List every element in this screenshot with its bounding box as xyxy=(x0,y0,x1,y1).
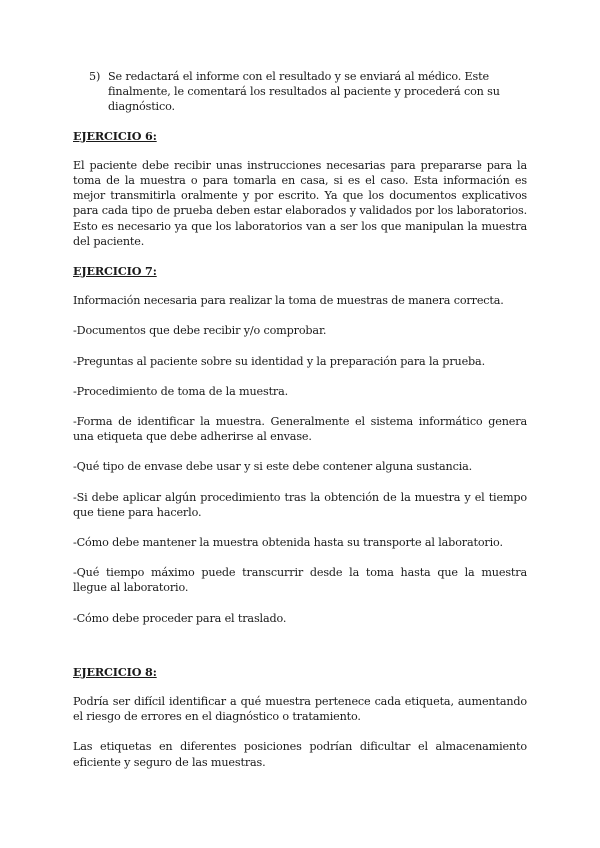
ejercicio-6-heading: EJERCICIO 6: xyxy=(73,128,157,143)
ejercicio-7-item: -Qué tiempo máximo puede transcurrir desde la toma hasta que la muestra llegue al laboratorio. xyxy=(73,566,527,595)
ejercicio-7-intro: Información necesaria para realizar la toma de muestras de manera correcta. xyxy=(73,294,504,308)
ejercicio-7-item: -Cómo debe proceder para el traslado. xyxy=(73,611,287,625)
ejercicio-7-item: -Si debe aplicar algún procedimiento tras la obtención de la muestra y el tiempo que tiene para hacerlo. xyxy=(73,490,527,519)
ejercicio-6-paragraph: El paciente debe recibir unas instrucciones necesarias para prepararse para la toma de la muestra o para tomarla en casa, si es el caso. Esta información es mejor transmitirla oralmente y por escrito. Ya que los documentos explicativos para cada tipo de prueba deben estar elaborados y validados por los laboratorios. Esto es necesario ya que los laboratorios van a ser los que manipulan la muestra del paciente. xyxy=(73,158,527,248)
ejercicio-8-paragraph: Podría ser difícil identificar a qué muestra pertenece cada etiqueta, aumentando el riesgo de errores en el diagnóstico o tratamiento. xyxy=(73,695,527,724)
ejercicio-8-heading: EJERCICIO 8: xyxy=(73,664,157,679)
ejercicio-7-item: -Cómo debe mantener la muestra obtenida hasta su transporte al laboratorio. xyxy=(73,536,503,550)
ejercicio-7-item: -Qué tipo de envase debe usar y si este debe contener alguna sustancia. xyxy=(73,460,473,474)
ejercicio-7-item: -Forma de identificar la muestra. Generalmente el sistema informático genera una etiqueta que debe adherirse al envase. xyxy=(73,415,527,444)
ejercicio-8-paragraph: Las etiquetas en diferentes posiciones podrían dificultar el almacenamiento eficiente y seguro de las muestras. xyxy=(73,740,527,769)
list-item-number: 5) xyxy=(89,70,101,83)
ejercicio-7-heading: EJERCICIO 7: xyxy=(73,264,157,279)
ejercicio-7-item: -Documentos que debe recibir y/o comprobar. xyxy=(73,324,327,338)
document-content xyxy=(73,69,527,785)
ejercicio-7-item: -Preguntas al paciente sobre su identidad y la preparación para la prueba. xyxy=(73,354,485,368)
section-spacer xyxy=(73,641,527,665)
numbered-list-item xyxy=(89,69,527,115)
list-item-text: Se redactará el informe con el resultado y se enviará al médico. Este finalmente, le comentará los resultados al paciente y procederá con su diagnóstico. xyxy=(108,70,500,114)
ejercicio-7-item: -Procedimiento de toma de la muestra. xyxy=(73,384,289,398)
